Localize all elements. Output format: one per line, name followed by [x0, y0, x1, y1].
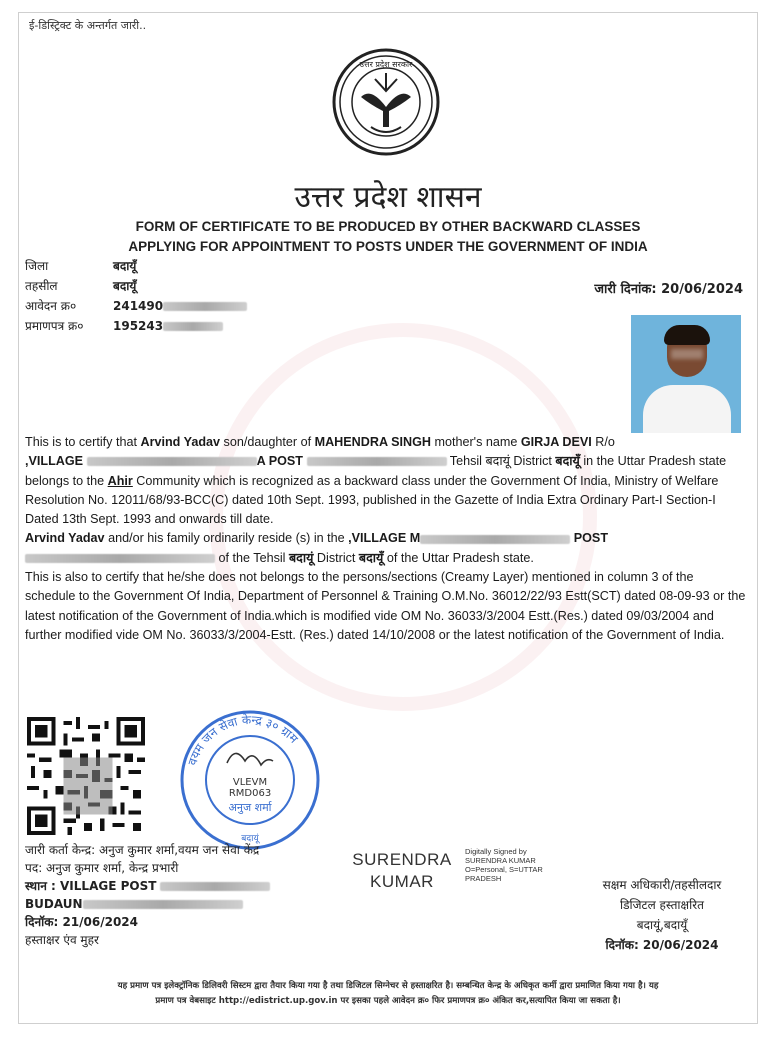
application-label: आवेदन क्र०: [25, 299, 77, 313]
applicant-photo: [631, 315, 741, 433]
redaction: [420, 535, 570, 544]
tehsil-label: तहसील: [25, 279, 58, 293]
officer-digital: डिजिटल हस्ताक्षरित: [620, 898, 704, 912]
issuer-block: [25, 841, 270, 949]
issuer-line-5: दिनॉक: 21/06/2024: [25, 915, 139, 929]
certificate-body: [25, 433, 747, 645]
applicant-name: Arvind Yadav: [140, 435, 221, 449]
form-title: [19, 217, 757, 257]
officer-title: सक्षम अधिकारी/तहसीलदार: [602, 878, 722, 892]
stamp-ring-text: वयम जन सेवा केन्द्र ३० ग्राम: [185, 712, 301, 768]
certificate-label: प्रमाणपत्र क्र०: [25, 319, 84, 333]
redaction: [87, 457, 257, 466]
qr-code: [27, 717, 145, 835]
redaction: [25, 554, 215, 563]
redaction: [307, 457, 447, 466]
issuer-line-3: स्थान : VILLAGE POST: [25, 877, 270, 895]
issuer-line-6: हस्ताक्षर एंव मुहर: [25, 933, 99, 947]
issuer-line-1: जारी कर्ता केन्द्र: अनुज कुमार शर्मा,वयम जन सेवा केंद्र: [25, 843, 260, 857]
community: Ahir: [107, 473, 133, 488]
meta-certificate: [25, 317, 223, 334]
up-government-emblem: [331, 47, 441, 157]
digital-signature-meta: Digitally Signed by SURENDRA KUMAR O=Personal, S=UTTAR PRADESH: [465, 847, 543, 883]
officer-block: [567, 875, 757, 955]
body-paragraph-1: This is to certify that Arvind Yadav son/daughter of MAHENDRA SINGH mother's name GIRJA DEVI R/o ,VILLAGE A POST Tehsil बदायूं District बदायूँ in the Uttar Pradesh state belongs to the Ahir Community which is recognized as a backward class under the Government Of India, Ministry of Welfare Resolution No. 12011/68/93-BCC(C) dated 10th Sept. 1993, published in the Gazette of India Extra Ordinary Part-I Section-I Dated 13th Sept. 1993 and onwards till date.: [25, 435, 727, 527]
redaction: [163, 302, 247, 311]
tehsil-value: बदायूँ: [113, 279, 137, 293]
stamp-code: VLEVM: [232, 777, 268, 788]
mother-name: GIRJA DEVI: [520, 435, 592, 449]
meta-application: [25, 297, 247, 314]
hindi-title: उत्तर प्रदेश शासन: [294, 180, 482, 215]
digital-signature-name: SURENDRA KUMAR: [352, 850, 452, 891]
father-name: MAHENDRA SINGH: [314, 435, 431, 449]
top-note: ई-डिस्ट्रिक्ट के अन्तर्गत जारी..: [29, 19, 147, 32]
meta-district: [25, 257, 136, 274]
form-title-line-2: APPLYING FOR APPOINTMENT TO POSTS UNDER THE GOVERNMENT OF INDIA: [128, 239, 648, 254]
application-value: 241490: [113, 299, 164, 313]
issuer-line-4: BUDAUN: [25, 895, 270, 913]
emblem-text: उत्तर प्रदेश सरकार: [359, 60, 413, 69]
redaction: [83, 900, 243, 909]
meta-tehsil: [25, 277, 136, 294]
officer-place: बदायूं,बदायूँ: [636, 918, 688, 932]
stamp-signature-name: अनुज शर्मा: [228, 801, 272, 814]
stamp-bottom: बदायूं: [241, 834, 259, 844]
district-label: जिला: [25, 259, 49, 273]
certificate-value: 195243: [113, 319, 164, 333]
footer-note: यह प्रमाण पत्र इलेक्ट्रॉनिक डिलिवरी सिस्टम द्वारा तैयार किया गया है तथा डिजिटल सिग्नेचर से हस्ताक्षरित है। सम्बन्धित केन्द्र के अधिकृत कर्मी द्वारा प्रमाणित किया गया है। यह प्रमाण पत्र वेबसाइट http://edistrict.up.gov.in पर इसका पहले आवेदन क्र० फिर प्रमाणपत्र क्र० अंकित कर,सत्यापित किया जा सकता है।: [117, 981, 659, 1006]
redaction: [163, 322, 223, 331]
stamp-code-2: RMD063: [228, 788, 272, 799]
issuer-line-2: पद: अनुज कुमार शर्मा, केन्द्र प्रभारी: [25, 861, 179, 875]
certificate-page: [18, 12, 758, 1024]
officer-date: दिनॉक: 20/06/2024: [605, 938, 719, 952]
redaction: [160, 882, 270, 891]
district-value: बदायूँ: [113, 259, 137, 273]
issue-date: जारी दिनांक: 20/06/2024: [594, 282, 743, 297]
form-title-line-1: FORM OF CERTIFICATE TO BE PRODUCED BY OTHER BACKWARD CLASSES: [135, 219, 641, 234]
official-stamp: [175, 705, 325, 855]
body-paragraph-2: Arvind Yadav and/or his family ordinarily reside (s) in the ,VILLAGE M POST of the Tehsil बदायूं District बदायूँ of the Uttar Pradesh state.: [25, 531, 609, 565]
body-paragraph-3: This is also to certify that he/she does not belongs to the persons/sections (Creamy Layer) mentioned in column 3 of the schedule to the Government Of India, Department of Personnel & Training O.M.No. 36012/22/93 Estt(SCT) dated 08-09-93 or the latest notification of the Government of India.which is modified vide OM No. 36033/3/2004 Estt.(Res.) dated 09/03/2004 and further modified vide OM No. 36033/3/2004-Estt. (Res.) dated 14/10/2008 or the latest notification of the Government of India.: [25, 570, 746, 642]
